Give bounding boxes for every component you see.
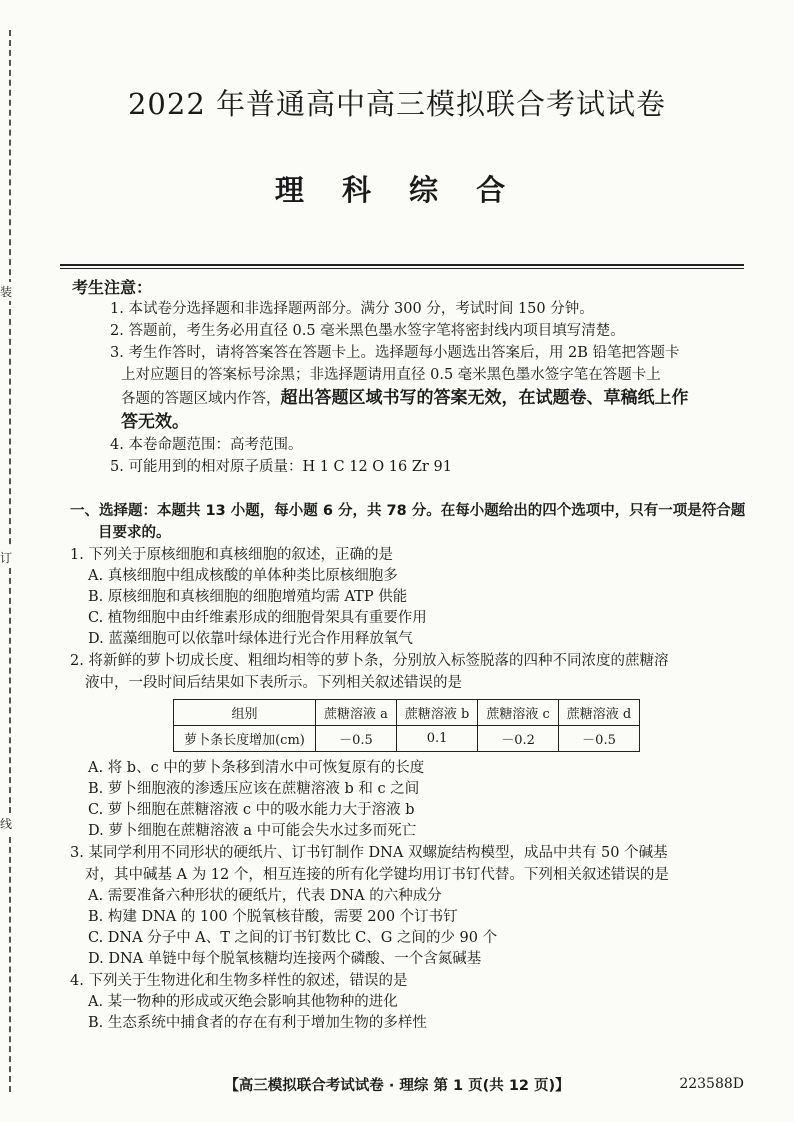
table-cell: －0.2 (478, 726, 558, 752)
notice-item-4: 4. 本卷命题范围：高考范围。 (110, 437, 303, 453)
notice-item-3-line3 (110, 386, 750, 410)
header-rule-thick (60, 264, 744, 266)
subject-title: 理 科 综 合 (274, 173, 520, 207)
binding-mark-zhuang: 装 (0, 282, 12, 301)
question-option: B. 原核细胞和真核细胞的细胞增殖均需 ATP 供能 (88, 589, 408, 605)
notice-item-2: 2. 答题前，考生务必用直径 0.5 毫米黑色墨水签字笔将密封线内项目填写清楚。 (110, 323, 625, 339)
table-header-cell: 蔗糖溶液 d (558, 700, 639, 726)
question-option: D. 萝卜细胞在蔗糖溶液 a 中可能会失水过多而死亡 (88, 823, 417, 839)
notice-heading: 考生注意： (72, 278, 153, 297)
question-option: B. 萝卜细胞液的渗透压应该在蔗糖溶液 b 和 c 之间 (88, 781, 420, 797)
question-option: A. 需要准备六种形状的硬纸片，代表 DNA 的六种成分 (88, 888, 442, 904)
question-option: B. 生态系统中捕食者的存在有利于增加生物的多样性 (88, 1015, 427, 1031)
question-stem: 4. 下列关于生物进化和生物多样性的叙述，错误的是 (70, 973, 408, 989)
question-stem (70, 650, 750, 694)
question-stem-line2: 液中，一段时间后结果如下表所示。下列相关叙述错误的是 (85, 675, 462, 691)
question-option: B. 构建 DNA 的 100 个脱氧核苷酸，需要 200 个订书钉 (88, 909, 458, 925)
question-stem-line2: 对，其中碱基 A 为 12 个，相互连接的所有化学键均用订书钉代替。下列相关叙述错误的是 (85, 867, 669, 883)
paper-code: 223588D (679, 1076, 744, 1092)
question-list (70, 544, 750, 1034)
table-header-cell: 组别 (174, 700, 316, 726)
notice-invalid-answer-warning-end: 答无效。 (121, 412, 189, 432)
sucrose-results-table (173, 699, 640, 752)
binding-mark-ding: 订 (0, 548, 12, 567)
question-option: D. DNA 单链中每个脱氧核糖均连接两个磷酸、一个含氮碱基 (88, 951, 482, 967)
question-option: C. 植物细胞中由纤维素形成的细胞骨架具有重要作用 (88, 610, 427, 626)
question-option: C. 萝卜细胞在蔗糖溶液 c 中的吸水能力大于溶液 b (88, 802, 415, 818)
table-header-row (174, 700, 640, 726)
notice-item-3 (110, 342, 750, 434)
table-cell: －0.5 (316, 726, 397, 752)
table-cell: 0.1 (396, 726, 477, 752)
section-heading-line2: 目要求的。 (98, 525, 171, 541)
table-row (174, 726, 640, 752)
question-stem-line1: 2. 将新鲜的萝卜切成长度、粗细均相等的萝卜条，分别放入标签脱落的四种不同浓度的蔗糖溶 (70, 653, 669, 669)
question-stem (70, 842, 750, 886)
question-option: D. 蓝藻细胞可以依靠叶绿体进行光合作用释放氧气 (88, 631, 413, 647)
exam-title: 2022 年普通高中高三模拟联合考试试卷 (127, 87, 667, 121)
notice-invalid-answer-warning: 超出答题区域书写的答案无效，在试题卷、草稿纸上作 (280, 388, 689, 408)
table-cell: 萝卜条长度增加(cm) (174, 726, 316, 752)
binding-mark-xian: 线 (0, 814, 12, 833)
question-option: A. 真核细胞中组成核酸的单体种类比原核细胞多 (88, 568, 398, 584)
notice-item-3-line3-text: 各题的答题区域内作答， (121, 391, 281, 407)
notice-item-3-line2: 上对应题目的答案标号涂黑；非选择题请用直径 0.5 毫米黑色墨水签字笔在答题卡上 (121, 367, 661, 383)
question-1 (70, 544, 750, 650)
question-stem: 1. 下列关于原核细胞和真核细胞的叙述，正确的是 (70, 547, 393, 563)
notice-list (110, 298, 750, 478)
question-option: C. DNA 分子中 A、T 之间的订书钉数比 C、G 之间的少 90 个 (88, 930, 498, 946)
header-rule-thin (60, 268, 744, 269)
page-footer: 【高三模拟联合考试试卷 · 理综 第 1 页(共 12 页)】 (224, 1078, 570, 1094)
table-header-cell: 蔗糖溶液 a (316, 700, 397, 726)
table-header-cell: 蔗糖溶液 b (396, 700, 477, 726)
notice-item-3-line1: 3. 考生作答时，请将答案答在答题卡上。选择题每小题选出答案后，用 2B 铅笔把答题卡 (110, 345, 680, 361)
question-4 (70, 970, 750, 1034)
section-heading (70, 500, 750, 544)
table-cell: －0.5 (558, 726, 639, 752)
question-3 (70, 842, 750, 970)
table-header-cell: 蔗糖溶液 c (478, 700, 558, 726)
notice-item-1: 1. 本试卷分选择题和非选择题两部分。满分 300 分，考试时间 150 分钟。 (110, 301, 594, 317)
section-heading-line1: 一、选择题：本题共 13 小题，每小题 6 分，共 78 分。在每小题给出的四个选项中，只有一项是符合题 (70, 503, 746, 519)
question-2 (70, 650, 750, 842)
notice-item-5: 5. 可能用到的相对原子质量：H 1 C 12 O 16 Zr 91 (110, 459, 452, 475)
question-option: A. 将 b、c 中的萝卜条移到清水中可恢复原有的长度 (88, 760, 425, 776)
question-option: A. 某一物种的形成或灭绝会影响其他物种的进化 (88, 994, 398, 1010)
question-stem-line1: 3. 某同学利用不同形状的硬纸片、订书钉制作 DNA 双螺旋结构模型，成品中共有 50 个碱基 (70, 845, 668, 861)
